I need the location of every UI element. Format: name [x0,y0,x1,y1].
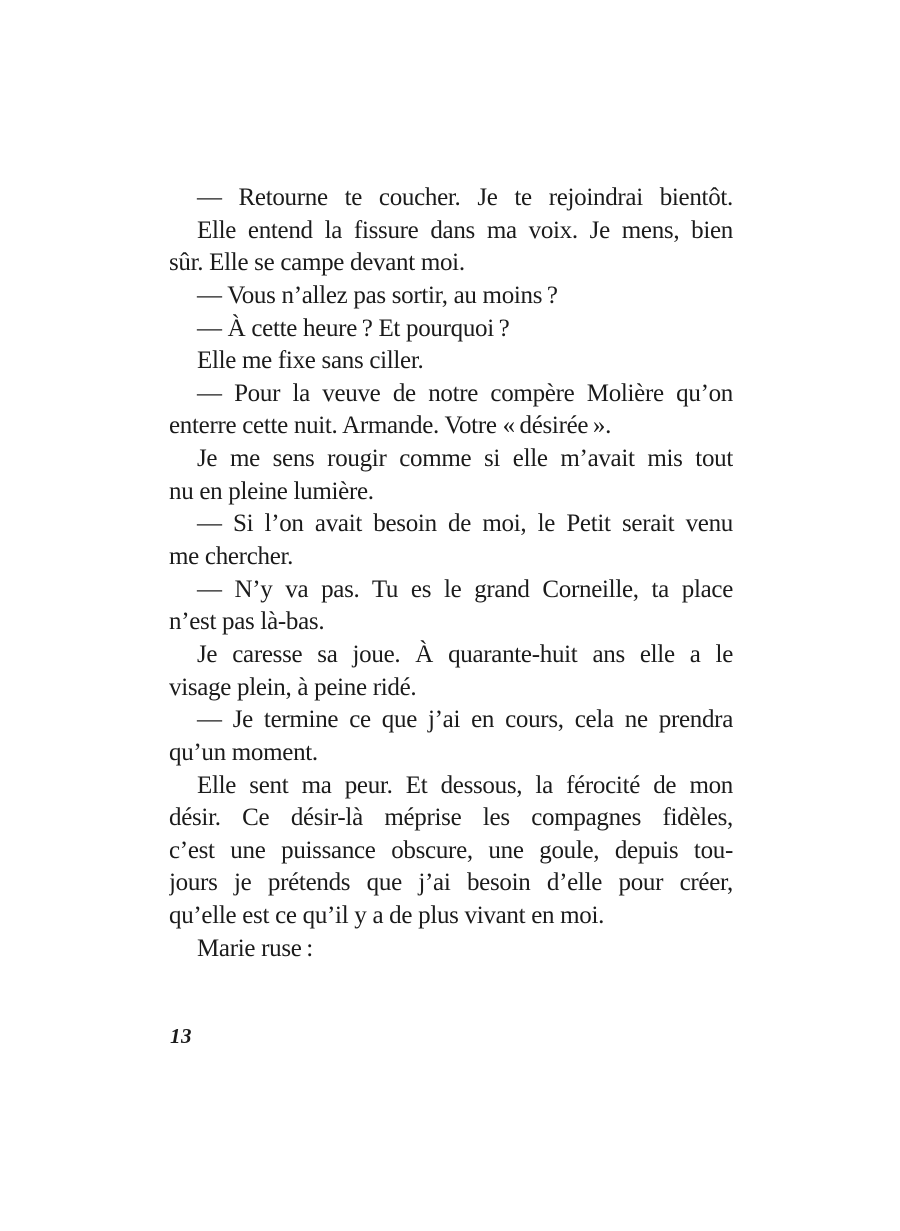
text-line: Marie ruse : [197,934,313,962]
text-line: sûr. Elle se campe devant moi. [169,249,465,277]
text-line: Elle me fixe sans ciller. [197,347,424,375]
text-line: Je me sens rougir comme si elle m’avait mis tout [197,445,733,473]
text-line: Elle entend la fissure dans ma voix. Je mens, bien [197,216,733,244]
text-line: Elle sent ma peur. Et dessous, la férocité de mon [197,771,733,799]
text-line: — N’y va pas. Tu es le grand Corneille, ta place [197,575,733,603]
text-line: n’est pas là-bas. [169,608,325,636]
page-text [169,182,733,965]
text-line: désir. Ce désir-là méprise les compagnes fidèles, [169,804,733,832]
text-line: — Je termine ce que j’ai en cours, cela ne prendra [197,706,733,734]
text-line: visage plein, à peine ridé. [169,673,417,701]
text-line: jours je prétends que j’ai besoin d’elle pour créer, [169,869,733,897]
text-line: — Si l’on avait besoin de moi, le Petit serait venu [197,510,733,538]
text-line: qu’un moment. [169,738,318,766]
text-line: — À cette heure ? Et pourquoi ? [197,314,510,342]
text-line: — Retourne te coucher. Je te rejoindrai bientôt. [197,184,733,211]
text-line: me chercher. [169,543,294,571]
text-line: — Vous n’allez pas sortir, au moins ? [197,281,558,309]
text-line: Je caresse sa joue. À quarante-huit ans elle a le [197,640,733,668]
text-line: enterre cette nuit. Armande. Votre « désirée ». [169,412,612,440]
text-line: qu’elle est ce qu’il y a de plus vivant en moi. [169,902,605,930]
text-line: — Pour la veuve de notre compère Molière qu’on [197,379,733,407]
text-line: nu en pleine lumière. [169,477,374,505]
page-number: 13 [170,1024,192,1048]
text-line: c’est une puissance obscure, une goule, depuis tou- [169,836,733,864]
